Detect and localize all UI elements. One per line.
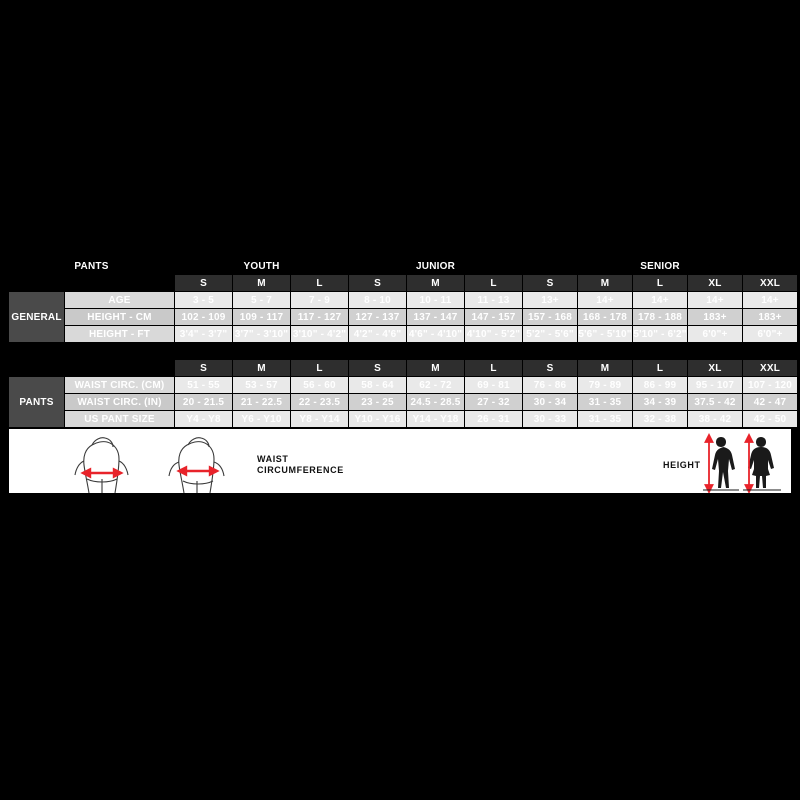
- measurement-illustration-strip: [8, 428, 792, 494]
- cell-uspant-junior-l: 26 - 31: [465, 411, 523, 428]
- cell-waistcm-senior-xxl: 107 - 120: [743, 377, 798, 394]
- size2-youth-s: S: [175, 360, 233, 377]
- cell-waistin-youth-m: 21 - 22.5: [233, 394, 291, 411]
- table-row: [9, 292, 798, 309]
- section-label-pants: PANTS: [9, 377, 65, 428]
- cell-age-youth-m: 5 - 7: [233, 292, 291, 309]
- cell-heightft-youth-s: 3'4" - 3'7": [175, 326, 233, 343]
- cell-waistin-senior-m: 31 - 35: [578, 394, 633, 411]
- cell-waistin-youth-l: 22 - 23.5: [291, 394, 349, 411]
- waist-figure-left-icon: [59, 429, 149, 494]
- cell-age-youth-l: 7 - 9: [291, 292, 349, 309]
- pants-size-chart: [8, 257, 792, 546]
- cell-waistin-youth-s: 20 - 21.5: [175, 394, 233, 411]
- cell-uspant-youth-s: Y4 - Y8: [175, 411, 233, 428]
- group-header-junior: JUNIOR: [349, 258, 523, 275]
- cell-heightcm-senior-m: 168 - 178: [578, 309, 633, 326]
- waist-figure-right-icon: [154, 429, 244, 494]
- row-label-height-cm: HEIGHT - CM: [65, 309, 175, 326]
- cell-uspant-senior-s: 30 - 33: [523, 411, 578, 428]
- size-junior-l: L: [465, 275, 523, 292]
- cell-waistcm-youth-s: 51 - 55: [175, 377, 233, 394]
- size2-youth-m: M: [233, 360, 291, 377]
- cell-waistcm-junior-s: 58 - 64: [349, 377, 407, 394]
- cell-heightcm-senior-xxl: 183+: [743, 309, 798, 326]
- cell-age-senior-s: 13+: [523, 292, 578, 309]
- size2-junior-l: L: [465, 360, 523, 377]
- row-label-age: AGE: [65, 292, 175, 309]
- size-youth-m: M: [233, 275, 291, 292]
- cell-heightcm-junior-l: 147 - 157: [465, 309, 523, 326]
- cell-waistin-senior-l: 34 - 39: [633, 394, 688, 411]
- cell-age-junior-s: 8 - 10: [349, 292, 407, 309]
- cell-waistcm-senior-l: 86 - 99: [633, 377, 688, 394]
- cell-uspant-senior-xl: 38 - 42: [688, 411, 743, 428]
- cell-age-senior-xl: 14+: [688, 292, 743, 309]
- cell-heightft-junior-l: 4'10" - 5'2": [465, 326, 523, 343]
- table-row: [9, 394, 798, 411]
- cell-uspant-youth-l: Y8 - Y14: [291, 411, 349, 428]
- size2-junior-s: S: [349, 360, 407, 377]
- cell-heightcm-youth-m: 109 - 117: [233, 309, 291, 326]
- cell-waistcm-senior-s: 76 - 86: [523, 377, 578, 394]
- cell-heightft-senior-m: 5'6" - 5'10": [578, 326, 633, 343]
- size2-senior-l: L: [633, 360, 688, 377]
- size-senior-xxl: XXL: [743, 275, 798, 292]
- cell-waistin-senior-xl: 37.5 - 42: [688, 394, 743, 411]
- waist-caption-line1: WAIST: [257, 454, 289, 464]
- cell-uspant-senior-m: 31 - 35: [578, 411, 633, 428]
- cell-heightft-youth-l: 3'10" - 4'2": [291, 326, 349, 343]
- size-label-row-pants: [9, 360, 798, 377]
- cell-waistin-junior-m: 24.5 - 28.5: [407, 394, 465, 411]
- cell-waistin-junior-s: 23 - 25: [349, 394, 407, 411]
- cell-age-senior-l: 14+: [633, 292, 688, 309]
- cell-waistin-junior-l: 27 - 32: [465, 394, 523, 411]
- size-senior-xl: XL: [688, 275, 743, 292]
- cell-heightft-youth-m: 3'7" - 3'10": [233, 326, 291, 343]
- cell-heightft-junior-s: 4'2" - 4'6": [349, 326, 407, 343]
- size-junior-m: M: [407, 275, 465, 292]
- cell-waistcm-senior-m: 79 - 89: [578, 377, 633, 394]
- size-senior-l: L: [633, 275, 688, 292]
- size-senior-s: S: [523, 275, 578, 292]
- cell-waistcm-youth-l: 56 - 60: [291, 377, 349, 394]
- cell-heightft-junior-m: 4'6" - 4'10": [407, 326, 465, 343]
- spacer-cell: [9, 275, 175, 292]
- cell-heightft-senior-xl: 6'0"+: [688, 326, 743, 343]
- table-row: [9, 377, 798, 394]
- section-divider: [9, 343, 798, 360]
- cell-uspant-senior-xxl: 42 - 50: [743, 411, 798, 428]
- cell-waistcm-senior-xl: 95 - 107: [688, 377, 743, 394]
- size2-youth-l: L: [291, 360, 349, 377]
- table-row: [9, 326, 798, 343]
- cell-heightcm-senior-l: 178 - 188: [633, 309, 688, 326]
- cell-waistcm-junior-m: 62 - 72: [407, 377, 465, 394]
- cell-waistin-senior-s: 30 - 34: [523, 394, 578, 411]
- waist-caption: [257, 454, 344, 476]
- size-senior-m: M: [578, 275, 633, 292]
- table-row: [9, 309, 798, 326]
- cell-heightft-senior-xxl: 6'0"+: [743, 326, 798, 343]
- cell-age-senior-xxl: 14+: [743, 292, 798, 309]
- size-label-row-general: [9, 275, 798, 292]
- cell-age-junior-m: 10 - 11: [407, 292, 465, 309]
- section-label-general: GENERAL: [9, 292, 65, 343]
- size-youth-l: L: [291, 275, 349, 292]
- row-label-waist-in: WAIST CIRC. (IN): [65, 394, 175, 411]
- row-label-us-pant-size: US PANT SIZE: [65, 411, 175, 428]
- cell-heightcm-youth-s: 102 - 109: [175, 309, 233, 326]
- cell-age-senior-m: 14+: [578, 292, 633, 309]
- waist-caption-line2: CIRCUMFERENCE: [257, 465, 344, 475]
- cell-waistcm-youth-m: 53 - 57: [233, 377, 291, 394]
- cell-uspant-junior-s: Y10 - Y16: [349, 411, 407, 428]
- height-figures-icon: [699, 429, 792, 494]
- size-chart-table: [8, 257, 798, 428]
- size2-senior-m: M: [578, 360, 633, 377]
- size2-senior-xl: XL: [688, 360, 743, 377]
- size2-senior-xxl: XXL: [743, 360, 798, 377]
- spacer-cell: [9, 360, 175, 377]
- cell-heightft-senior-s: 5'2" - 5'6": [523, 326, 578, 343]
- size2-senior-s: S: [523, 360, 578, 377]
- table-row: [9, 411, 798, 428]
- group-header-youth: YOUTH: [175, 258, 349, 275]
- cell-uspant-junior-m: Y14 - Y18: [407, 411, 465, 428]
- page-title: PANTS: [9, 258, 175, 275]
- cell-uspant-senior-l: 32 - 38: [633, 411, 688, 428]
- group-header-senior: SENIOR: [523, 258, 798, 275]
- size-youth-s: S: [175, 275, 233, 292]
- row-label-waist-cm: WAIST CIRC. (CM): [65, 377, 175, 394]
- cell-heightcm-junior-s: 127 - 137: [349, 309, 407, 326]
- row-label-height-ft: HEIGHT - FT: [65, 326, 175, 343]
- cell-heightcm-youth-l: 117 - 127: [291, 309, 349, 326]
- cell-uspant-youth-m: Y6 - Y10: [233, 411, 291, 428]
- cell-heightcm-junior-m: 137 - 147: [407, 309, 465, 326]
- cell-heightcm-senior-s: 157 - 168: [523, 309, 578, 326]
- table-header-row: [9, 258, 798, 275]
- cell-waistcm-junior-l: 69 - 81: [465, 377, 523, 394]
- cell-age-junior-l: 11 - 13: [465, 292, 523, 309]
- size2-junior-m: M: [407, 360, 465, 377]
- cell-waistin-senior-xxl: 42 - 47: [743, 394, 798, 411]
- cell-heightcm-senior-xl: 183+: [688, 309, 743, 326]
- height-caption-label: HEIGHT: [663, 460, 701, 470]
- size-junior-s: S: [349, 275, 407, 292]
- cell-heightft-senior-l: 5'10" - 6'2": [633, 326, 688, 343]
- cell-age-youth-s: 3 - 5: [175, 292, 233, 309]
- height-caption: [663, 460, 701, 471]
